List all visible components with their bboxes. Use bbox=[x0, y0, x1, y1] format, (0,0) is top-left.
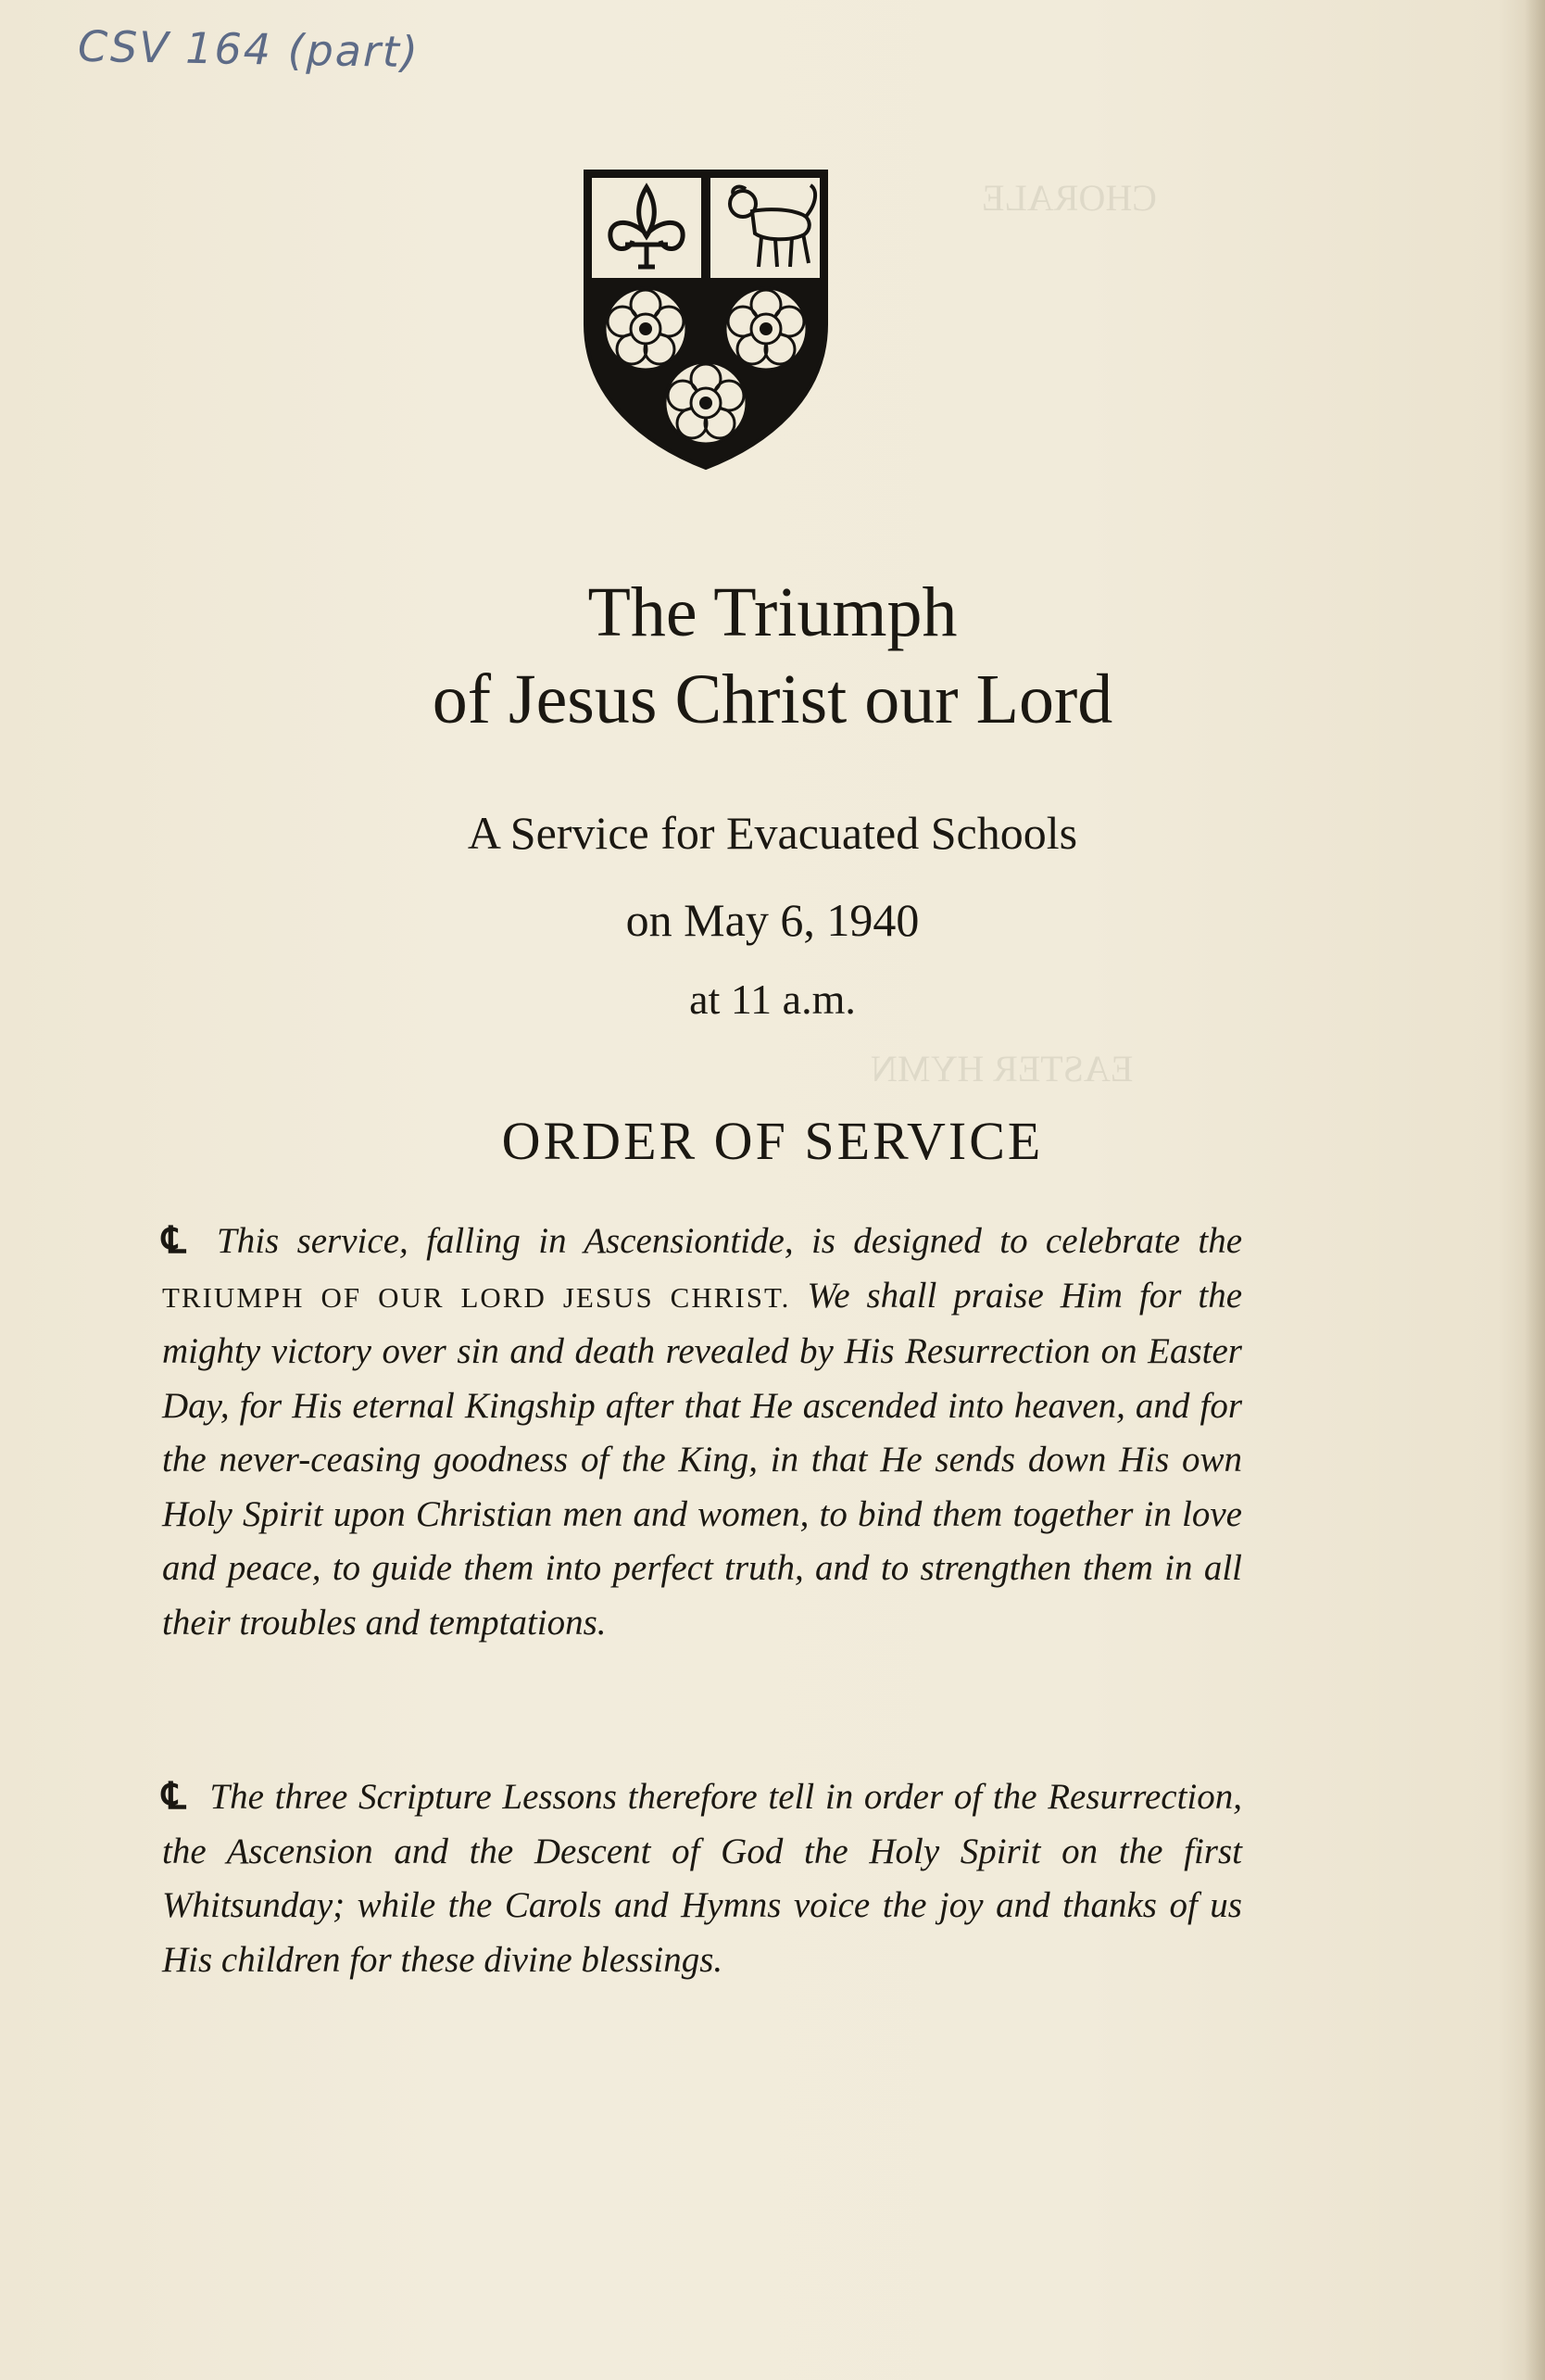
subtitle-line-1: A Service for Evacuated Schools bbox=[467, 807, 1078, 859]
title-line-2: of Jesus Christ our Lord bbox=[432, 661, 1113, 738]
archive-reference-note: CSV 164 (part) bbox=[77, 20, 421, 78]
lessons-paragraph-text: The three Scripture Lessons therefore tell in order of the Resurrection, the Ascension and the Descent of God the Holy Spirit on the first Whitsunday; while the Carols and Hymns voice the joy and thanks of us His children for these divine blessings. bbox=[162, 1777, 1242, 1980]
paragraph-marker-icon: ℄ bbox=[162, 1219, 186, 1261]
shield-icon bbox=[581, 167, 831, 472]
intro-paragraph bbox=[162, 1214, 1242, 1650]
paragraph-marker-icon: ℄ bbox=[162, 1775, 186, 1817]
title-line-1: The Triumph bbox=[587, 573, 958, 651]
lessons-paragraph bbox=[162, 1769, 1242, 1987]
subtitle-line-2: on May 6, 1940 bbox=[625, 894, 920, 946]
subtitle-line-3: at 11 a.m. bbox=[689, 976, 856, 1023]
coat-of-arms-shield bbox=[581, 167, 831, 472]
intro-paragraph-rest: We shall praise Him for the mighty victory over sin and death revealed by His Resurrection on Easter Day, for His eternal Kingship after that He ascended into heaven, and for the never-ceasing goodness of the King, in that He sends down His own Holy Spirit upon Christian men and women, to bind them together in love and peace, to guide them into perfect truth, and to strengthen them in all their troubles and temptations. bbox=[162, 1275, 1243, 1643]
page-edge-shadow bbox=[1525, 0, 1545, 2380]
intro-paragraph-start: This service, falling in Ascensiontide, is designed to celebrate the bbox=[217, 1221, 1243, 1261]
intro-paragraph-emphasis: TRIUMPH OF OUR LORD JESUS CHRIST. bbox=[162, 1280, 791, 1314]
bleed-through-text: EASTER HYMN bbox=[871, 1048, 1134, 1089]
bleed-through-text: CHORALE bbox=[982, 177, 1157, 219]
order-of-service-heading: ORDER OF SERVICE bbox=[501, 1111, 1044, 1171]
